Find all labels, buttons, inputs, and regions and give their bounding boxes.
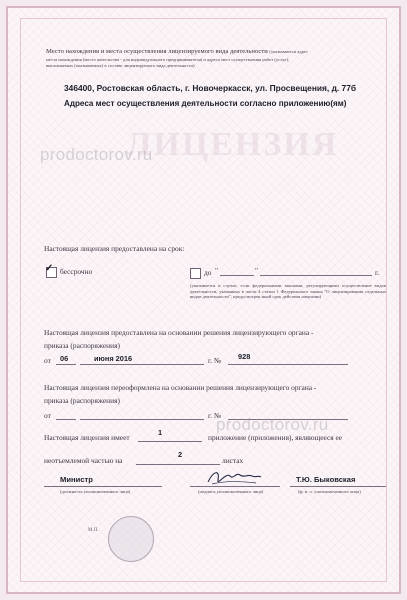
basis-number-line <box>228 364 348 365</box>
signer-name: Т.Ю. Быковская <box>296 475 356 484</box>
until-prefix: до <box>204 268 212 277</box>
reissue-year-label: г. № <box>208 411 221 420</box>
term-label: Настоящая лицензия предоставлена на срок: <box>44 244 185 253</box>
place-note-2: места нахождения (место жительства - для индивидуального предпринимателя) и адреса мест осуществления работ (услуг), <box>46 57 290 62</box>
until-quote-open: " <box>215 266 219 275</box>
attachments-sheets: 2 <box>178 450 183 459</box>
place-label: Место нахождения и места осуществления лицензируемого вида деятельности (указываются адрес <box>46 48 309 55</box>
addresses-note: Адреса мест осуществления деятельности согласно приложению(ям) <box>64 99 347 108</box>
until-year-suffix: г. <box>375 268 380 277</box>
place-note-3: выполняемых (оказываемых) в составе лицензируемого вида деятельности) <box>46 63 195 68</box>
reissue-month-line <box>80 419 204 420</box>
position-caption: (должность уполномоченного лица) <box>60 489 131 494</box>
basis-day: 06 <box>60 354 69 363</box>
check-mark-icon: ✓ <box>45 263 54 274</box>
name-line <box>290 486 386 487</box>
attachments-count: 1 <box>158 428 163 437</box>
reissue-text-2: приказа (распоряжения) <box>44 396 120 405</box>
basis-from-label: от <box>44 356 51 365</box>
basis-month-line <box>80 364 204 365</box>
indefinite-label: бессрочно <box>60 267 93 276</box>
attachments-count-line <box>138 441 202 442</box>
basis-text-2: приказа (распоряжения) <box>44 341 120 350</box>
official-seal <box>108 516 154 562</box>
attachments-sheets-line <box>136 464 220 465</box>
attachments-sheets-suffix: листах <box>222 456 244 465</box>
watermark-top: prodoctorov.ru <box>40 145 153 164</box>
reissue-text-1: Настоящая лицензия переоформлена на основании решения лицензирующего органа - <box>44 383 317 392</box>
attachments-part-prefix: неотъемлемой частью на <box>44 456 123 465</box>
until-date-line <box>260 275 372 276</box>
address: 346400, Ростовская область, г. Новочеркасск, ул. Просвещения, д. 77б <box>64 83 357 93</box>
watermark-bottom: prodoctorov.ru <box>216 415 329 434</box>
basis-month: июня 2016 <box>94 354 133 363</box>
stamp-label: М.П. <box>88 528 99 533</box>
attachments-prefix: Настоящая лицензия имеет <box>44 433 130 442</box>
background-print: ЛИЦЕНЗИЯ <box>126 126 339 163</box>
basis-text-1: Настоящая лицензия предоставлена на основании решения лицензирующего органа - <box>44 328 314 337</box>
license-page <box>6 6 401 594</box>
sign-caption: (подпись уполномоченного лица) <box>198 489 264 494</box>
attachments-suffix: приложение (приложения), являющееся ее <box>208 433 343 442</box>
basis-day-line <box>56 364 76 365</box>
position-line <box>44 486 162 487</box>
until-quote-close: " <box>255 266 259 275</box>
reissue-day-line <box>56 419 76 420</box>
reissue-from-label: от <box>44 411 51 420</box>
basis-year-label: г. № <box>208 356 221 365</box>
until-day-line <box>220 275 254 276</box>
basis-number: 928 <box>238 352 251 361</box>
until-checkbox <box>190 268 201 279</box>
sign-line <box>190 486 280 487</box>
name-caption: (ф. и. о. уполномоченного лица) <box>298 489 361 494</box>
signer-position: Министр <box>60 475 93 484</box>
term-note: (указывается в случае, если федеральными законами, регулирующими осуществление видов деятельности, указанных в части 4 статьи 1 Федерального закона "О лицензировании отдельных видов деятельности", предусмотрен иной срок действия лицензии) <box>190 283 386 300</box>
